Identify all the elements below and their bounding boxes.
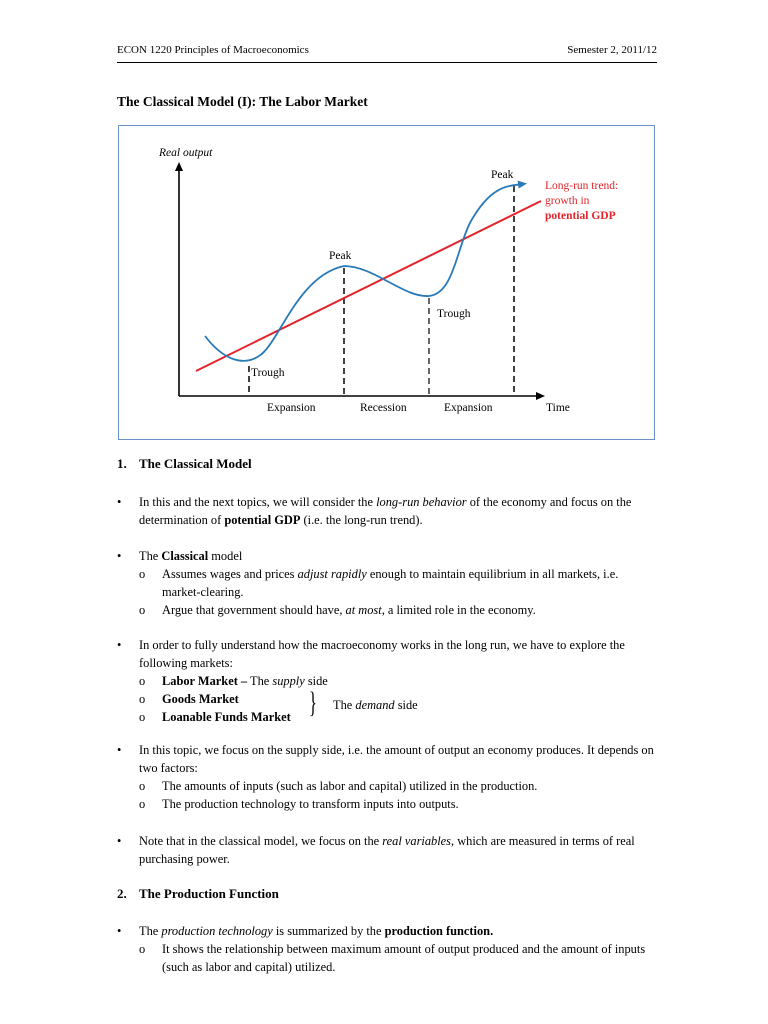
text-run: of the economy and focus on the determination of xyxy=(139,495,632,527)
strong-term: production function. xyxy=(384,924,494,938)
text-run: enough to maintain equilibrium in all markets, i.e. market-clearing. xyxy=(162,567,619,599)
emphasis: demand xyxy=(355,698,395,712)
emphasis: supply xyxy=(272,674,305,688)
course-name: ECON 1220 Principles of Macroeconomics xyxy=(117,44,309,56)
sub-bullet-marker: o xyxy=(139,797,146,811)
section-title: The Production Function xyxy=(139,886,279,901)
strong-term: Goods Market xyxy=(162,692,239,706)
business-cycle-curve xyxy=(205,184,523,361)
bullet-dot: • xyxy=(117,549,122,563)
emphasis: at most xyxy=(345,603,382,617)
trend-label-line3: potential GDP xyxy=(545,210,616,222)
trough-label-1: Trough xyxy=(251,367,285,379)
text-run: is summarized by the xyxy=(272,924,385,938)
peak-label-2: Peak xyxy=(491,169,514,181)
text-run: In this and the next topics, we will consider the xyxy=(139,495,377,509)
curly-brace: } xyxy=(309,686,317,719)
phase-label-recession: Recession xyxy=(360,402,407,414)
text-run: Argue that government should have, xyxy=(162,603,346,617)
sub-bullet-marker: o xyxy=(139,674,146,688)
text-run: model xyxy=(208,549,243,563)
peak-label-1: Peak xyxy=(329,250,352,262)
phase-label-expansion-2: Expansion xyxy=(444,402,493,414)
text-run: Note that in the classical model, we focus on the xyxy=(139,834,383,848)
semester: Semester 2, 2011/12 xyxy=(567,44,657,56)
long-run-trend-line xyxy=(196,201,541,371)
bullet-dot: • xyxy=(117,495,122,509)
sub-bullet-marker: o xyxy=(139,779,146,793)
strong-term: potential GDP xyxy=(224,513,301,527)
sub-bullet-marker: o xyxy=(139,692,146,706)
text-run: , which are measured in terms of real purchasing power. xyxy=(139,834,635,866)
text-run: The xyxy=(139,549,162,563)
strong-term: Labor Market – xyxy=(162,674,248,688)
emphasis: adjust rapidly xyxy=(297,567,367,581)
sub-bullet-marker: o xyxy=(139,710,146,724)
bullet-dot: • xyxy=(117,834,122,848)
sub-bullet-text: The production technology to transform inputs into outputs. xyxy=(162,797,459,811)
section-number: 1. xyxy=(117,456,127,471)
section-title: The Classical Model xyxy=(139,456,252,471)
text-run: Assumes wages and prices xyxy=(162,567,298,581)
x-axis-label: Time xyxy=(546,402,570,414)
bullet-text xyxy=(139,547,657,565)
trough-label-2: Trough xyxy=(437,308,471,320)
section-heading-1 xyxy=(117,456,252,472)
sub-bullet-marker: o xyxy=(139,942,146,956)
bullet-text: In this topic, we focus on the supply side, i.e. the amount of output an economy produces. It depends on two factors: xyxy=(139,743,654,775)
text-run: The xyxy=(247,674,273,688)
sub-bullet-text: It shows the relationship between maximum amount of output produced and the amount of inputs (such as labor and capital) utilized. xyxy=(162,942,646,974)
page-title: The Classical Model (I): The Labor Market xyxy=(117,94,368,109)
bullet-text xyxy=(139,922,657,940)
phase-label-expansion-1: Expansion xyxy=(267,402,316,414)
header-rule xyxy=(117,62,657,63)
sub-bullet-marker: o xyxy=(139,603,146,617)
text-run: The xyxy=(139,924,162,938)
emphasis: long-run behavior xyxy=(376,495,467,509)
emphasis: real variables xyxy=(382,834,451,848)
page-header xyxy=(117,44,657,56)
bullet-dot: • xyxy=(117,743,122,757)
sub-bullet-marker: o xyxy=(139,567,146,581)
strong-term: Loanable Funds Market xyxy=(162,710,291,724)
y-axis-label: Real output xyxy=(159,147,213,159)
sub-bullet-text: The amounts of inputs (such as labor and capital) utilized in the production. xyxy=(162,779,538,793)
text-run: side xyxy=(394,698,418,712)
text-run: (i.e. the long-run trend). xyxy=(300,513,423,527)
section-number: 2. xyxy=(117,886,127,901)
trend-label-line2: growth in xyxy=(545,195,590,207)
sub-bullet-text xyxy=(162,601,657,619)
text-run: , a limited role in the economy. xyxy=(381,603,536,617)
bullet-text: In order to fully understand how the macroeconomy works in the long run, we have to explore the following markets: xyxy=(139,638,625,670)
bullet-dot: • xyxy=(117,638,122,652)
text-run: The xyxy=(333,698,356,712)
bullet-dot: • xyxy=(117,924,122,938)
sub-bullet-text xyxy=(162,672,657,690)
business-cycle-figure xyxy=(118,125,655,440)
bullet-text xyxy=(139,493,657,529)
strong-term: Classical xyxy=(161,549,209,563)
business-cycle-diagram xyxy=(119,126,656,441)
emphasis: production technology xyxy=(161,924,273,938)
text-run: side xyxy=(304,674,328,688)
demand-side-label xyxy=(333,696,418,714)
trend-label-line1: Long-run trend: xyxy=(545,180,619,192)
section-heading-2 xyxy=(117,886,279,902)
bullet-text xyxy=(139,832,657,868)
sub-bullet-text xyxy=(162,565,657,601)
